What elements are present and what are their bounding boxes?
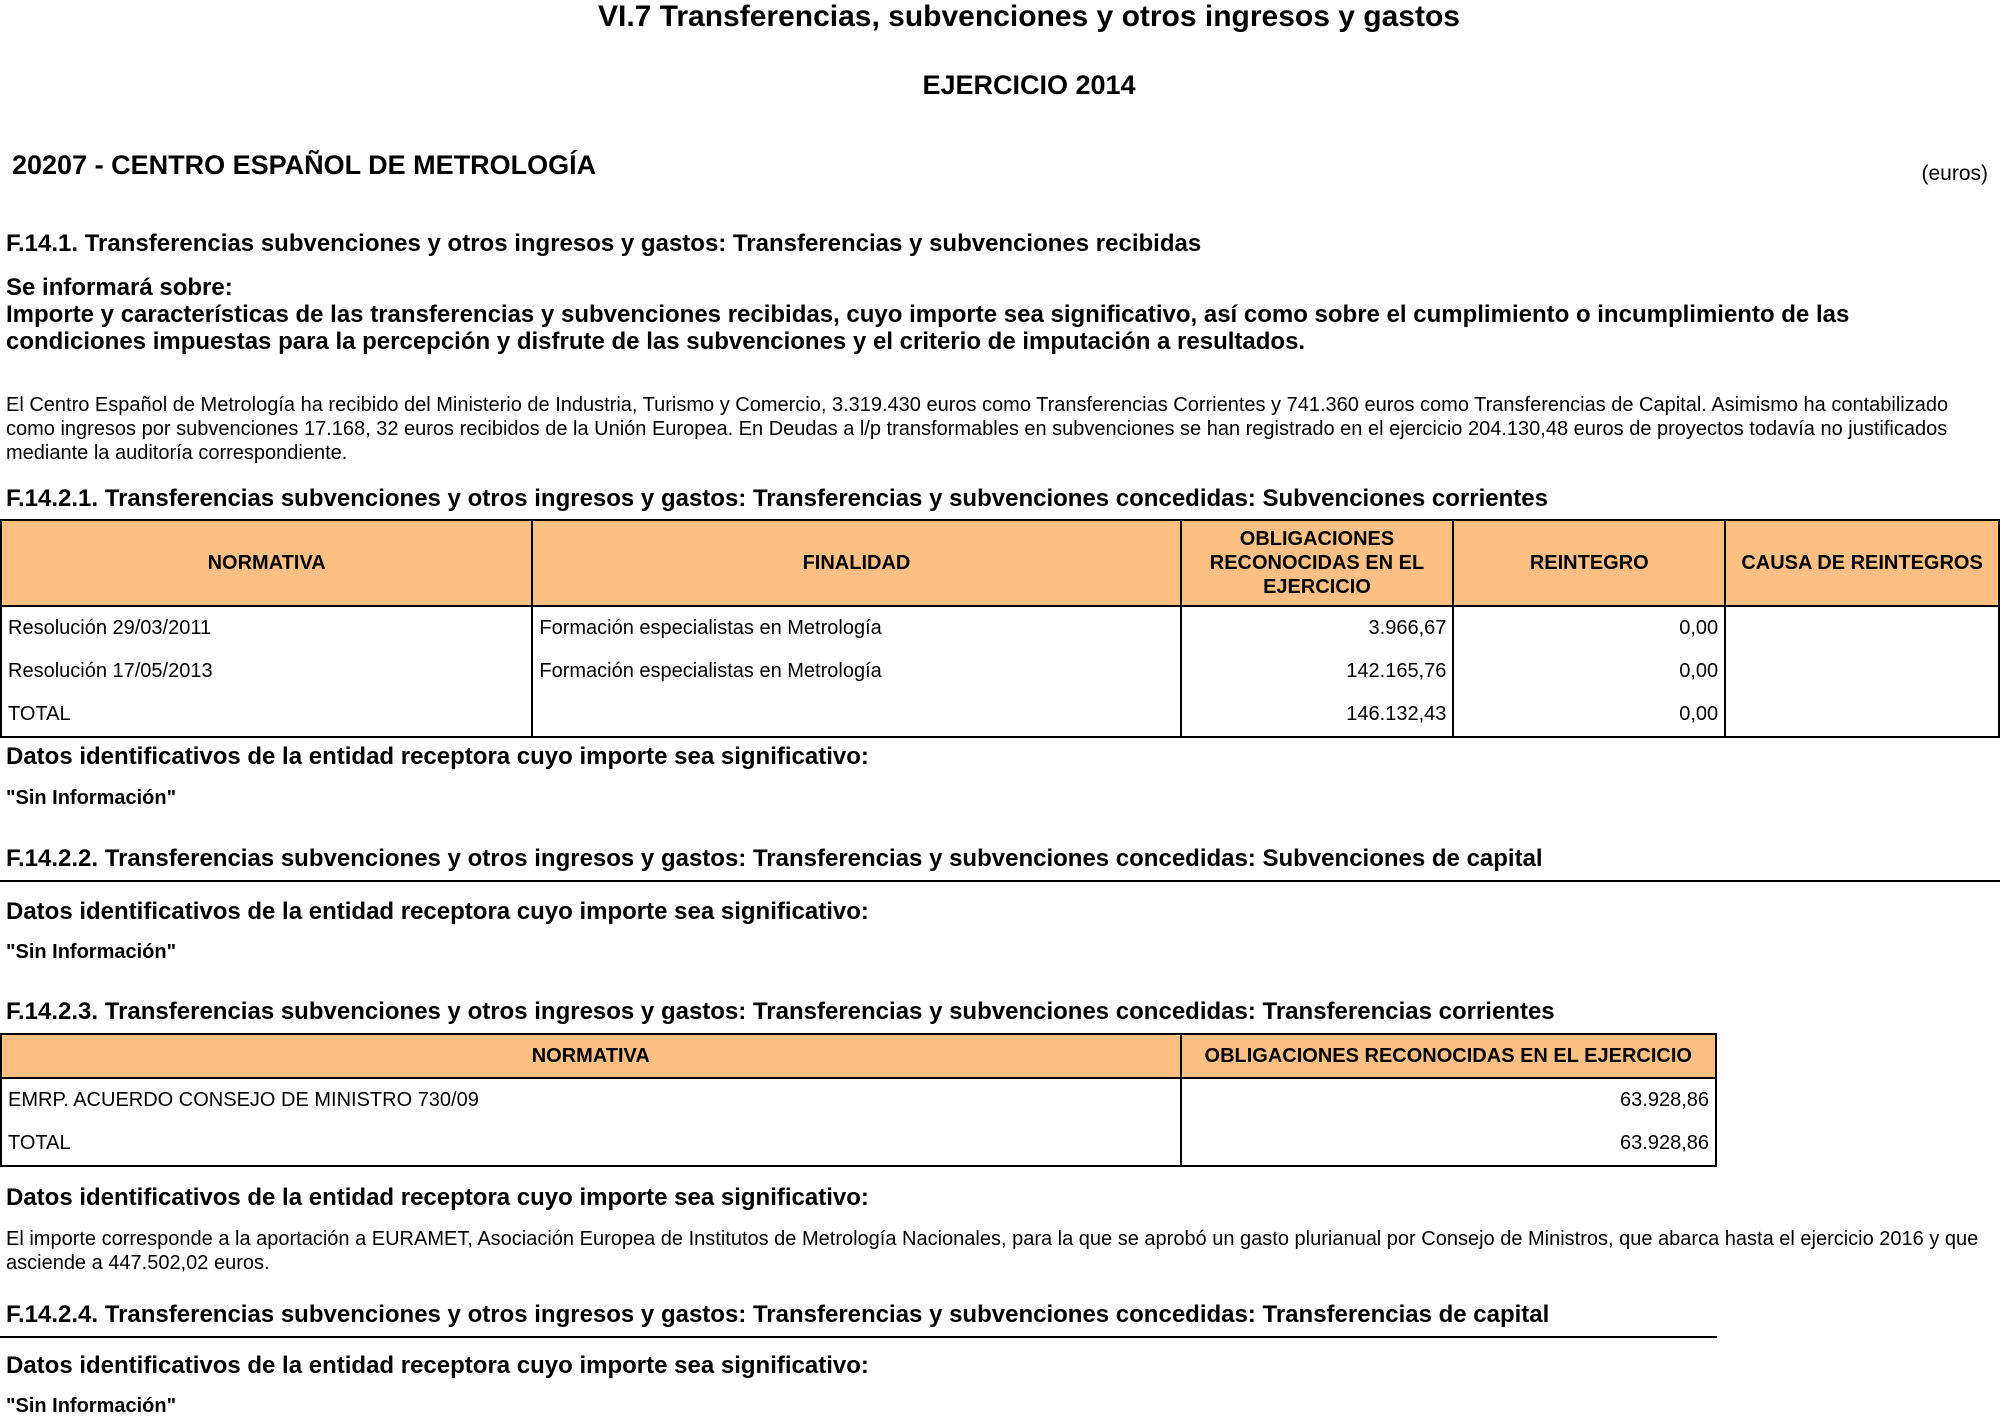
cell-normativa: Resolución 29/03/2011	[1, 606, 532, 650]
section-divider	[0, 880, 2000, 882]
cell-normativa: TOTAL	[1, 693, 532, 737]
col-reintegro: REINTEGRO	[1453, 520, 1725, 606]
datos-value: "Sin Información"	[6, 941, 177, 963]
col-normativa: NORMATIVA	[1, 520, 532, 606]
inform-text: Importe y características de las transferencias y subvenciones recibidas, cuyo importe sea significativo, así como sobre el cumplimiento o incumplimiento de las condiciones impuestas para la percepción y disfrute de las subvenciones y el criterio de imputación a resultados.	[6, 301, 1850, 355]
cell-normativa: Resolución 17/05/2013	[1, 650, 532, 693]
cell-normativa: EMRP. ACUERDO CONSEJO DE MINISTRO 730/09	[1, 1078, 1181, 1122]
col-finalidad: FINALIDAD	[532, 520, 1180, 606]
section-heading-capital-subsidies: F.14.2.2. Transferencias subvenciones y otros ingresos y gastos: Transferencias y subvenciones concedidas: Subvenciones de capital	[6, 845, 1543, 872]
exercise-year: EJERCICIO 2014	[922, 70, 1136, 100]
table-header-row	[1, 520, 1999, 606]
inform-label: Se informará sobre:	[6, 274, 233, 301]
section-heading-capital-transfers: F.14.2.4. Transferencias subvenciones y otros ingresos y gastos: Transferencias y subvenciones concedidas: Transferencias de capital	[6, 1301, 1550, 1328]
page-title: VI.7 Transferencias, subvenciones y otros ingresos y gastos	[597, 0, 1460, 33]
cell-normativa: TOTAL	[1, 1122, 1181, 1166]
section-divider	[0, 1336, 1717, 1338]
cell-obligaciones: 63.928,86	[1181, 1078, 1716, 1122]
current-transfers-table	[0, 1033, 1717, 1167]
table-row	[1, 650, 1999, 693]
inform-block	[6, 274, 1991, 355]
datos-value: "Sin Información"	[6, 787, 177, 809]
cell-causa	[1725, 650, 1999, 693]
section-heading-current-transfers: F.14.2.3. Transferencias subvenciones y otros ingresos y gastos: Transferencias y subvenciones concedidas: Transferencias corrientes	[6, 998, 1555, 1025]
cell-obligaciones: 3.966,67	[1181, 606, 1454, 650]
col-causa: CAUSA DE REINTEGROS	[1725, 520, 1999, 606]
cell-obligaciones: 146.132,43	[1181, 693, 1454, 737]
current-subsidies-table	[0, 519, 2000, 738]
table-header-row	[1, 1034, 1716, 1078]
units-label: (euros)	[1921, 162, 1988, 185]
table-row	[1, 606, 1999, 650]
datos-label: Datos identificativos de la entidad receptora cuyo importe sea significativo:	[6, 743, 869, 770]
datos-label: Datos identificativos de la entidad receptora cuyo importe sea significativo:	[6, 1184, 869, 1211]
cell-reintegro: 0,00	[1453, 650, 1725, 693]
section-heading-received: F.14.1. Transferencias subvenciones y otros ingresos y gastos: Transferencias y subvenciones recibidas	[6, 230, 1202, 257]
datos-value: "Sin Información"	[6, 1395, 177, 1417]
cell-finalidad: Formación especialistas en Metrología	[532, 650, 1180, 693]
col-obligaciones: OBLIGACIONES RECONOCIDAS EN EL EJERCICIO	[1181, 1034, 1716, 1078]
datos-value: El importe corresponde a la aportación a EURAMET, Asociación Europea de Institutos de Metrología Nacionales, para la que se aprobó un gasto plurianual por Consejo de Ministros, que abarca hasta el ejercicio 2016 y que asciende a 447.502,02 euros.	[6, 1228, 1979, 1274]
table-row	[1, 1078, 1716, 1122]
col-normativa: NORMATIVA	[1, 1034, 1181, 1078]
cell-obligaciones: 142.165,76	[1181, 650, 1454, 693]
col-obligaciones: OBLIGACIONES RECONOCIDAS EN EL EJERCICIO	[1181, 520, 1454, 606]
cell-reintegro: 0,00	[1453, 606, 1725, 650]
cell-finalidad	[532, 693, 1180, 737]
table-total-row	[1, 1122, 1716, 1166]
section-heading-current-subsidies: F.14.2.1. Transferencias subvenciones y otros ingresos y gastos: Transferencias y subvenciones concedidas: Subvenciones corrientes	[6, 485, 1548, 512]
table-total-row	[1, 693, 1999, 737]
received-description: El Centro Español de Metrología ha recibido del Ministerio de Industria, Turismo y Comercio, 3.319.430 euros como Transferencias Corrientes y 741.360 euros como Transferencias de Capital. Asimismo ha contabilizado como ingresos por subvenciones 17.168, 32 euros recibidos de la Unión Europea. En Deudas a l/p transformables en subvenciones se han registrado en el ejercicio 204.130,48 euros de proyectos todavía no justificados mediante la auditoría correspondiente.	[6, 394, 1949, 464]
cell-reintegro: 0,00	[1453, 693, 1725, 737]
cell-causa	[1725, 606, 1999, 650]
cell-finalidad: Formación especialistas en Metrología	[532, 606, 1180, 650]
cell-causa	[1725, 693, 1999, 737]
datos-label: Datos identificativos de la entidad receptora cuyo importe sea significativo:	[6, 1352, 869, 1379]
entity-name: 20207 - CENTRO ESPAÑOL DE METROLOGÍA	[12, 150, 597, 180]
cell-obligaciones: 63.928,86	[1181, 1122, 1716, 1166]
datos-label: Datos identificativos de la entidad receptora cuyo importe sea significativo:	[6, 898, 869, 925]
